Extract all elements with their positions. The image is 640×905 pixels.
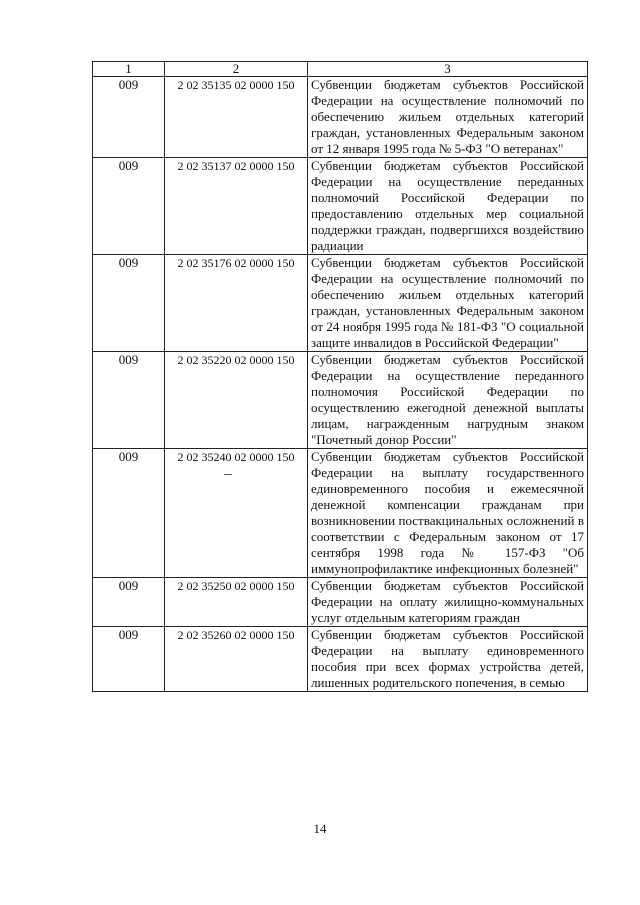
- budget-code-cell: 2 02 35176 02 0000 150: [165, 255, 308, 352]
- budget-code-cell: 2 02 35240 02 0000 150: [165, 449, 308, 578]
- column-header-1: 1: [93, 62, 165, 77]
- table-row: [93, 449, 588, 578]
- revenue-name-cell: Субвенции бюджетам субъектов Российской Федерации на оплату жилищно-коммунальных услуг отдельным категориям граждан: [308, 578, 588, 627]
- budget-code-cell: 2 02 35260 02 0000 150: [165, 627, 308, 692]
- table-row: [93, 158, 588, 255]
- table-header-row: [93, 62, 588, 77]
- budget-code-cell: 2 02 35250 02 0000 150: [165, 578, 308, 627]
- revenue-name-cell: Субвенции бюджетам субъектов Российской Федерации на выплату государственного единовременного пособия и ежемесячной денежной компенсации гражданам при возникновении поствакцинальных осложнений в соответствии с Федеральным законом от 17 сентября 1998 года № 157-ФЗ "Об иммунопрофилактике инфекционных болезней": [308, 449, 588, 578]
- admin-code-cell: 009: [93, 158, 165, 255]
- revenue-name-cell: Субвенции бюджетам субъектов Российской Федерации на осуществление полномочий по обеспечению жильем отдельных категорий граждан, установленных Федеральным законом от 24 ноября 1995 года № 181-ФЗ "О социальной защите инвалидов в Российской Федерации": [308, 255, 588, 352]
- table-row: [93, 77, 588, 158]
- revenue-name-cell: Субвенции бюджетам субъектов Российской Федерации на осуществление переданных полномочий Российской Федерации по предоставлению отдельных мер социальной поддержки граждан, подвергшихся воздействию радиации: [308, 158, 588, 255]
- admin-code-cell: 009: [93, 255, 165, 352]
- subvention-table: [92, 61, 588, 692]
- column-header-3: 3: [308, 62, 588, 77]
- admin-code-cell: 009: [93, 352, 165, 449]
- admin-code-cell: 009: [93, 578, 165, 627]
- table-row: [93, 578, 588, 627]
- admin-code-cell: 009: [93, 627, 165, 692]
- admin-code-cell: 009: [93, 77, 165, 158]
- budget-code-cell: 2 02 35220 02 0000 150: [165, 352, 308, 449]
- page-number: 14: [313, 821, 327, 836]
- table-row: [93, 352, 588, 449]
- table-row: [93, 255, 588, 352]
- table-row: [93, 627, 588, 692]
- admin-code-cell: 009: [93, 449, 165, 578]
- budget-code-cell: 2 02 35135 02 0000 150: [165, 77, 308, 158]
- revenue-name-cell: Субвенции бюджетам субъектов Российской Федерации на осуществление переданного полномочия Российской Федерации по осуществлению ежегодной денежной выплаты лицам, награжденным нагрудным знаком "Почетный донор России": [308, 352, 588, 449]
- column-header-2: 2: [165, 62, 308, 77]
- revenue-name-cell: Субвенции бюджетам субъектов Российской Федерации на осуществление полномочий по обеспечению жильем отдельных категорий граждан, установленных Федеральным законом от 12 января 1995 года № 5-ФЗ "О ветеранах": [308, 77, 588, 158]
- budget-code-cell: 2 02 35137 02 0000 150: [165, 158, 308, 255]
- revenue-name-cell: Субвенции бюджетам субъектов Российской Федерации на выплату единовременного пособия при всех формах устройства детей, лишенных родительского попечения, в семью: [308, 627, 588, 692]
- scan-speck: [224, 474, 232, 475]
